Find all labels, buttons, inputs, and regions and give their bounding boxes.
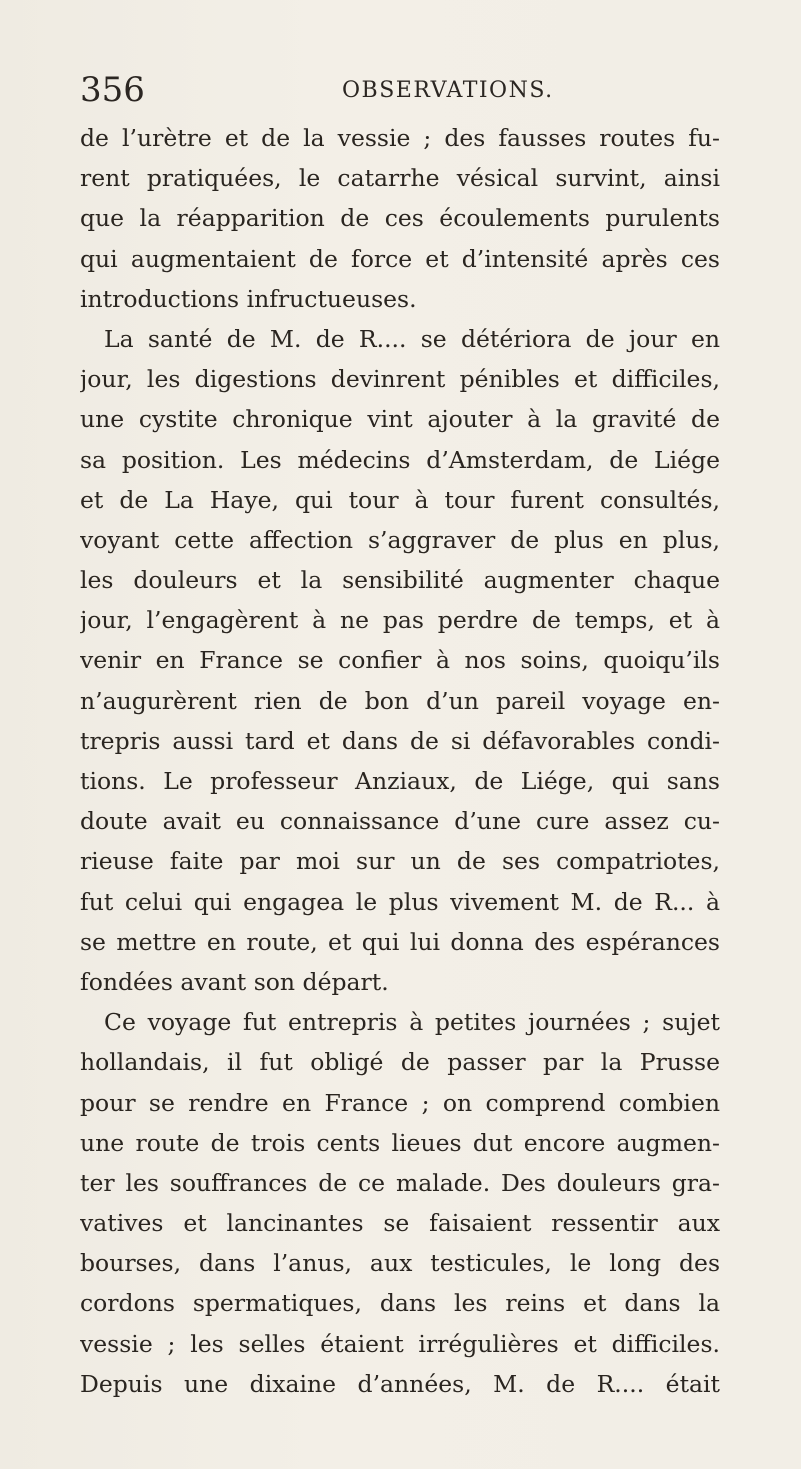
text-line: rieuse faite par moi sur un de ses compatriotes, <box>80 847 720 876</box>
text-line: bourses, dans l’anus, aux testicules, le long des <box>80 1249 720 1278</box>
text-line: trepris aussi tard et dans de si défavorables condi- <box>80 726 720 755</box>
running-title: OBSERVATIONS. <box>342 78 554 103</box>
text-line: introductions infructueuses. <box>80 284 417 313</box>
body-text <box>80 118 720 1404</box>
text-line: jour, les digestions devinrent pénibles et difficiles, <box>80 365 720 394</box>
text-line: doute avait eu connaissance d’une cure assez cu- <box>80 807 720 836</box>
text-line: vatives et lancinantes se faisaient ressentir aux <box>80 1209 720 1238</box>
text-line: rent pratiquées, le catarrhe vésical survint, ainsi <box>80 164 720 193</box>
text-line: tions. Le professeur Anziaux, de Liége, qui sans <box>80 767 720 795</box>
text-line: venir en France se confier à nos soins, quoiqu’ils <box>80 646 720 675</box>
text-line: vessie ; les selles étaient irrégulières et difficiles. <box>80 1329 720 1358</box>
text-line: hollandais, il fut obligé de passer par la Prusse <box>80 1048 720 1077</box>
text-line: voyant cette affection s’aggraver de plus en plus, <box>80 525 720 554</box>
text-line: Depuis une dixaine d’années, M. de R.... était <box>80 1369 720 1398</box>
text-line: que la réapparition de ces écoulements purulents <box>80 204 720 233</box>
page-number: 356 <box>80 70 145 110</box>
text-line: se mettre en route, et qui lui donna des espérances <box>80 927 720 956</box>
text-line: n’augurèrent rien de bon d’un pareil voyage en- <box>80 686 720 715</box>
text-line: sa position. Les médecins d’Amsterdam, de Liége <box>80 445 720 474</box>
text-line: fut celui qui engagea le plus vivement M. de R... à <box>80 887 720 916</box>
text-line: qui augmentaient de force et d’intensité après ces <box>80 244 720 273</box>
text-line: pour se rendre en France ; on comprend combien <box>80 1088 720 1117</box>
text-line: Ce voyage fut entrepris à petites journées ; sujet <box>104 1008 720 1037</box>
text-line: cordons spermatiques, dans les reins et dans la <box>80 1289 720 1318</box>
text-line: une route de trois cents lieues dut encore augmen- <box>80 1128 720 1157</box>
text-line: et de La Haye, qui tour à tour furent consultés, <box>80 485 720 514</box>
text-line: fondées avant son départ. <box>80 967 389 996</box>
running-head <box>80 70 720 110</box>
text-line: une cystite chronique vint ajouter à la gravité de <box>80 405 720 434</box>
text-line: les douleurs et la sensibilité augmenter chaque <box>80 566 720 595</box>
text-line: jour, l’engagèrent à ne pas perdre de temps, et à <box>80 606 720 635</box>
text-line: ter les souffrances de ce malade. Des douleurs gra- <box>80 1168 720 1197</box>
text-line: de l’urètre et de la vessie ; des fausses routes fu- <box>80 124 720 152</box>
text-line: La santé de M. de R.... se détériora de jour en <box>104 324 720 353</box>
